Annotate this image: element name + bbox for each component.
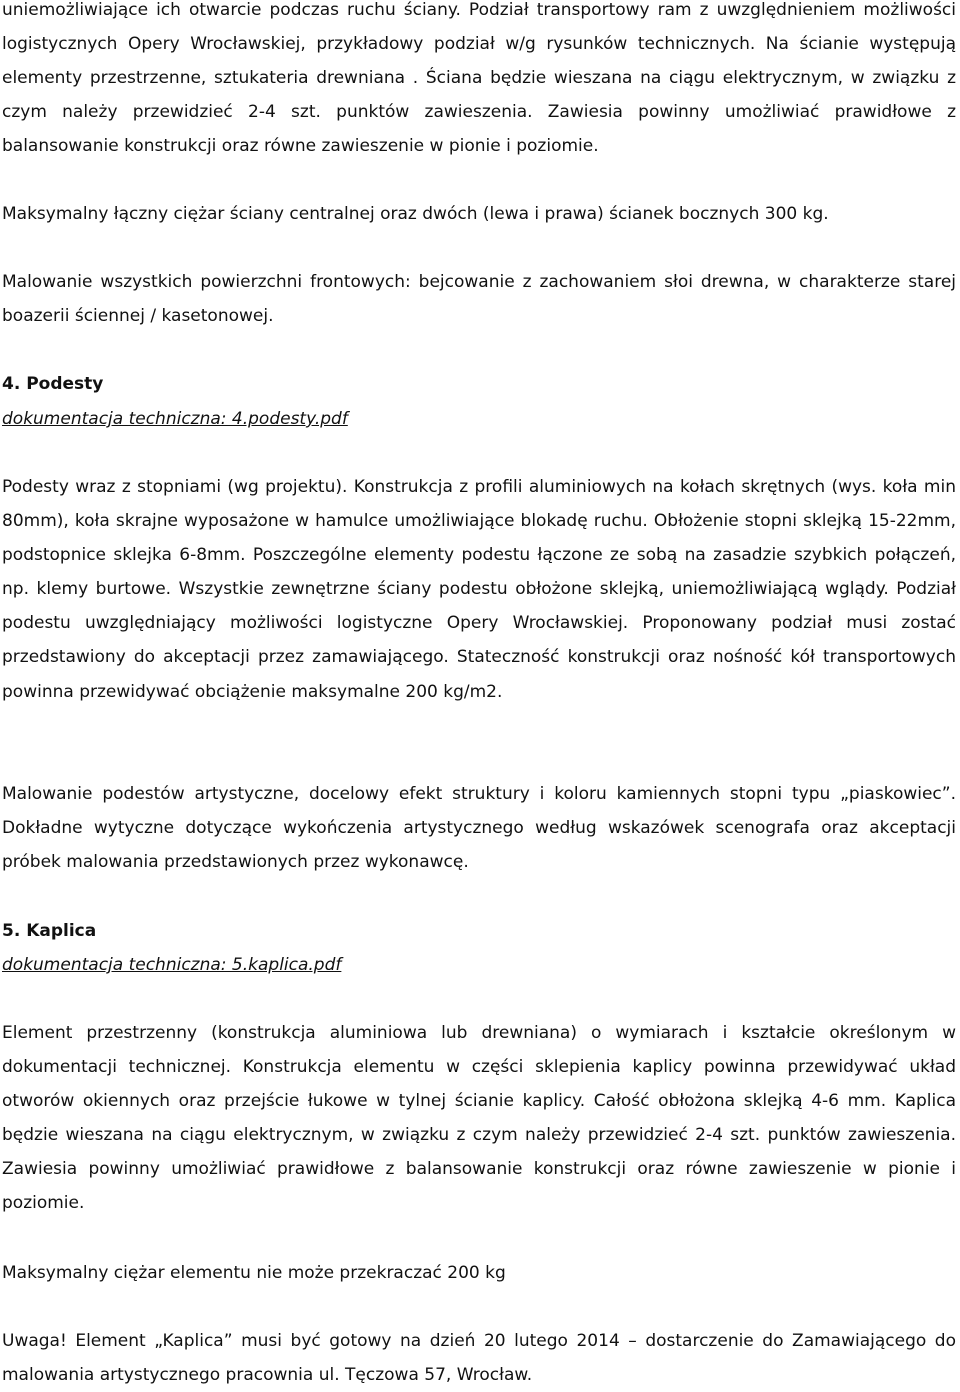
section-4-paragraph-2: Malowanie podestów artystyczne, docelowy efekt struktury i koloru kamiennych stopni typu „piaskowiec”. Dokładne wytyczne dotyczące wykończenia artystycznego według wskazówek scenografa oraz akceptacji próbek malowania przedstawionych przez wykonawcę. — [2, 784, 956, 873]
section-5-doc-link[interactable]: dokumentacja techniczna: 5.kaplica.pdf — [2, 955, 342, 975]
section-5-heading: 5. Kaplica — [2, 921, 97, 941]
section-4-heading: 4. Podesty — [2, 374, 104, 394]
section-4-paragraph-1: Podesty wraz z stopniami (wg projektu). Konstrukcja z profili aluminiowych na kołach skrętnych (wys. koła min 80mm), koła skrajne wyposażone w hamulce umożliwiające blokadę ruchu. Obłożenie stopni sklejką 15-22mm, podstopnice sklejka 6-8mm. Poszczególne elementy podestu łączone ze sobą na zasadzie szybkich połączeń, np. klemy burtowe. Wszystkie zewnętrzne ściany podestu obłożone sklejką, uniemożliwiającą wglądy. Podział podestu uwzględniający możliwości logistyczne Opery Wrocławskiej. Proponowany podział musi zostać przedstawiony do akceptacji przez zamawiającego. Stateczność konstrukcji oraz nośność kół transportowych powinna przewidywać obciążenie maksymalne 200 kg/m2. — [2, 477, 956, 702]
intro-paragraph-weight: Maksymalny łączny ciężar ściany centralnej oraz dwóch (lewa i prawa) ścianek bocznych 300 kg. — [2, 204, 829, 224]
section-5-paragraph-note: Uwaga! Element „Kaplica” musi być gotowy na dzień 20 lutego 2014 – dostarczenie do Zamawiającego do malowania artystycznego pracownia ul. Tęczowa 57, Wrocław. — [2, 1331, 956, 1386]
section-5-paragraph-1: Element przestrzenny (konstrukcja aluminiowa lub drewniana) o wymiarach i kształcie określonym w dokumentacji technicznej. Konstrukcja elementu w części sklepienia kaplicy powinna przewidywać układ otworów okiennych oraz przejście łukowe w tylnej ścianie kaplicy. Całość obłożona sklejką 4-6 mm. Kaplica będzie wieszana na ciągu elektrycznym, w związku z czym należy przewidzieć 2-4 szt. punktów zawieszenia. Zawiesia powinny umożliwiać prawidłowe z balansowanie konstrukcji oraz równe zawieszenie w pionie i poziomie. — [2, 1023, 956, 1214]
section-5-paragraph-weight: Maksymalny ciężar elementu nie może przekraczać 200 kg — [2, 1263, 506, 1283]
section-4-doc-link[interactable]: dokumentacja techniczna: 4.podesty.pdf — [2, 409, 348, 429]
intro-paragraph-1: uniemożliwiające ich otwarcie podczas ruchu ściany. Podział transportowy ram z uwzględnieniem możliwości logistycznych Opery Wrocławskiej, przykładowy podział w/g rysunków technicznych. Na ścianie występują elementy przestrzenne, sztukateria drewniana . Ściana będzie wieszana na ciągu elektrycznym, w związku z czym należy przewidzieć 2-4 szt. punktów zawieszenia. Zawiesia powinny umożliwiać prawidłowe z balansowanie konstrukcji oraz równe zawieszenie w pionie i poziomie. — [2, 0, 956, 157]
intro-paragraph-painting: Malowanie wszystkich powierzchni frontowych: bejcowanie z zachowaniem słoi drewna, w charakterze starej boazerii ściennej / kasetonowej. — [2, 272, 956, 327]
